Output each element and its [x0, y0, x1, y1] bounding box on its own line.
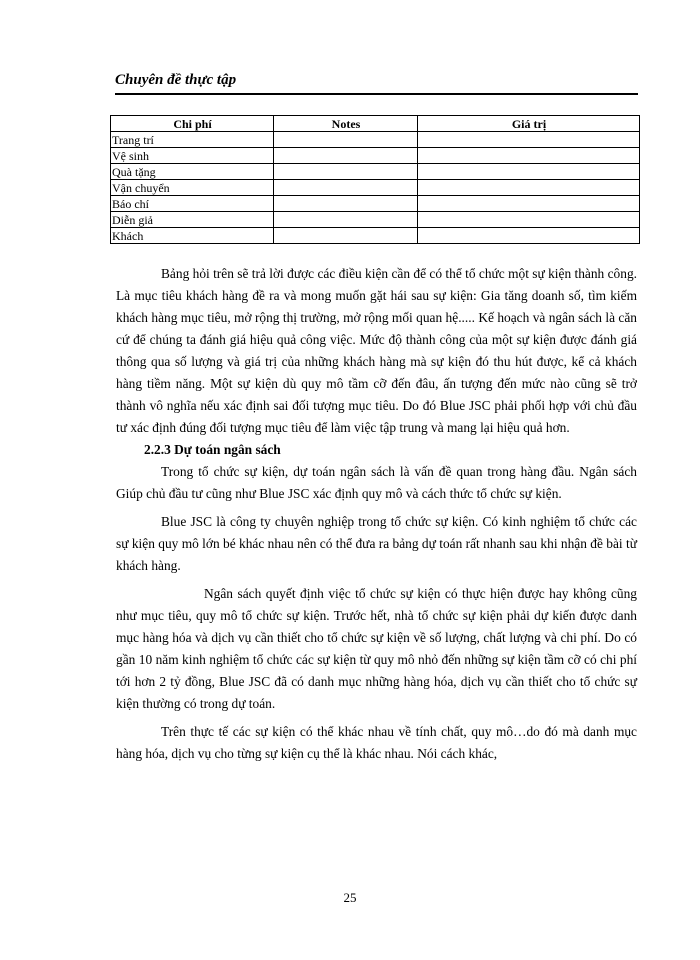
notes-cell — [274, 228, 418, 244]
table-row — [111, 180, 640, 196]
table-row — [111, 196, 640, 212]
notes-cell — [274, 212, 418, 228]
paragraph-budget-decision: Ngân sách quyết định việc tổ chức sự kiện có thực hiện được hay không cũng như mục tiêu, quy mô tổ chức sự kiện. Trước hết, nhà tổ chức sự kiện phải dự kiến được danh mục hàng hóa và dịch vụ cần thiết cho tổ chức sự kiện về số lượng, chất lượng và chi phí. Do có gần 10 năm kinh nghiệm tổ chức các sự kiện từ quy mô nhỏ đến những sự kiện tầm cỡ có chi phí tới hơn 2 tỷ đồng, Blue JSC đã có danh mục những hàng hóa, dịch vụ cần thiết cho tổ chức sự kiện thường có trong dự toán. — [116, 586, 637, 711]
cost-item: Diễn giả — [111, 212, 274, 228]
notes-cell — [274, 132, 418, 148]
table-row — [111, 132, 640, 148]
notes-cell — [274, 180, 418, 196]
paragraph-budget-intro: Trong tổ chức sự kiện, dự toán ngân sách là vấn đề quan trong hàng đầu. Ngân sách Giúp chủ đầu tư cũng như Blue JSC xác định quy mô và cách thức tổ chức sự kiện. — [116, 464, 637, 501]
cost-table — [110, 115, 640, 244]
value-cell — [418, 148, 640, 164]
table-row — [111, 228, 640, 244]
paragraph-event-differences: Trên thực tế các sự kiện có thể khác nhau về tính chất, quy mô…do đó mà danh mục hàng hóa, dịch vụ cho từng sự kiện cụ thể là khác nhau. Nói cách khác, — [116, 724, 637, 761]
value-cell — [418, 164, 640, 180]
header-rule — [115, 93, 638, 95]
value-cell — [418, 132, 640, 148]
notes-cell — [274, 164, 418, 180]
column-header-notes: Notes — [274, 116, 418, 132]
value-cell — [418, 212, 640, 228]
table-row — [111, 212, 640, 228]
table-row — [111, 164, 640, 180]
value-cell — [418, 228, 640, 244]
cost-item: Quà tặng — [111, 164, 274, 180]
paragraph-blue-jsc: Blue JSC là công ty chuyên nghiệp trong tổ chức sự kiện. Có kinh nghiệm tổ chức các sự kiện quy mô lớn bé khác nhau nên có thể đưa ra bảng dự toán rất nhanh sau khi nhận đề bài từ khách hàng. — [116, 514, 637, 573]
column-header-value: Giá trị — [418, 116, 640, 132]
section-heading-budget: 2.2.3 Dự toán ngân sách — [144, 442, 281, 457]
value-cell — [418, 196, 640, 212]
cost-item: Vận chuyển — [111, 180, 274, 196]
cost-item: Vệ sinh — [111, 148, 274, 164]
page-header-title: Chuyên đề thực tập — [115, 72, 237, 88]
notes-cell — [274, 196, 418, 212]
cost-item: Trang trí — [111, 132, 274, 148]
table-header-row — [111, 116, 640, 132]
notes-cell — [274, 148, 418, 164]
value-cell — [418, 180, 640, 196]
cost-item: Báo chí — [111, 196, 274, 212]
paragraph-questionnaire: Bảng hỏi trên sẽ trả lời được các điều kiện cần để có thể tổ chức một sự kiện thành công. Là mục tiêu khách hàng đề ra và mong muốn gặt hái sau sự kiện: Gia tăng doanh số, tìm kiếm khách hàng mục tiêu, mở rộng thị trường, mở rộng mối quan hệ..... Kế hoạch và ngân sách là căn cứ để chúng ta đánh giá hiệu quả công việc. Mức độ thành công của một sự kiện được đánh giá thông qua số lượng và giá trị của những khách hàng mà sự kiện đó thu hút được, kể cả khách hàng tiềm năng. Một sự kiện dù quy mô tầm cỡ đến đâu, ấn tượng đến mức nào cũng sẽ trở thành vô nghĩa nếu xác định sai đối tượng mục tiêu. Do đó Blue JSC phải phối hợp với chủ đầu tư xác định đúng đối tượng mục tiêu để làm việc tập trung và mang lại hiệu quả hơn. — [116, 266, 637, 435]
page-number: 25 — [343, 890, 357, 905]
column-header-cost: Chi phí — [111, 116, 274, 132]
cost-item: Khách — [111, 228, 274, 244]
table-row — [111, 148, 640, 164]
body-text — [116, 263, 637, 765]
